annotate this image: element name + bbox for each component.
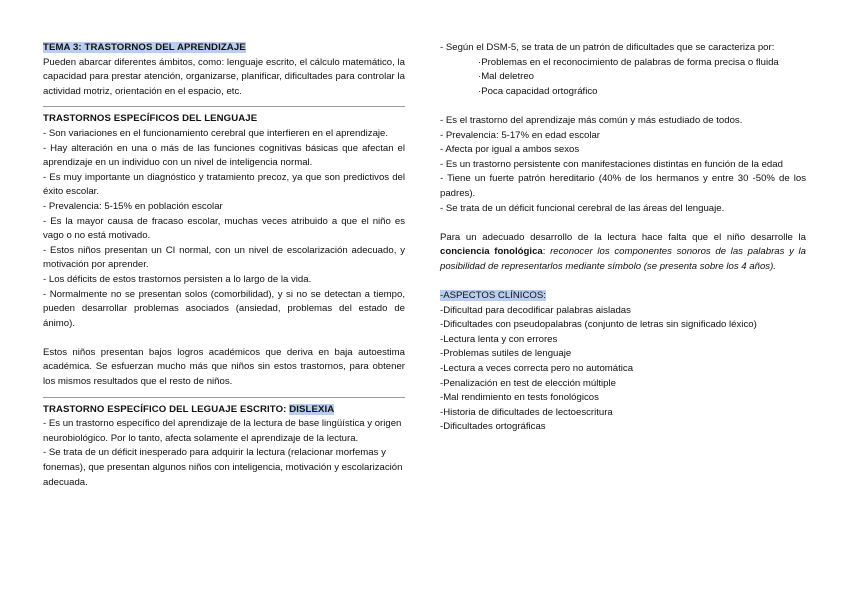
list-item: -Dificultades ortográficas — [440, 421, 546, 433]
list-item: - Es el trastorno del aprendizaje más común y más estudiado de todos. — [440, 114, 743, 126]
spacer — [440, 216, 806, 231]
sub-item: ·Mal deletreo — [478, 71, 534, 83]
list-item: - Normalmente no se presentan solos (comorbilidad), y si no se detectan a tiempo, pueden desarrollar problemas asociados (ansiedad, problemas del estado de ánimo). — [43, 288, 405, 329]
highlight: TEMA 3: TRASTORNOS DEL APRENDIZAJE — [43, 42, 246, 53]
list-item: -Mal rendimiento en tests fonológicos — [440, 392, 599, 404]
tema3-intro: Pueden abarcar diferentes ámbitos, como: lenguaje escrito, el cálculo matemático, la capacidad para prestar atención, organizarse, planificar, dificultades para controlar la actividad motriz, orientación en el espacio, etc. — [43, 56, 405, 97]
divider — [43, 106, 405, 107]
list-item: - Se trata de un déficit funcional cerebral de las áreas del lenguaje. — [440, 202, 725, 214]
right-column — [440, 41, 806, 435]
list-item: - Prevalencia: 5-15% en población escolar — [43, 200, 223, 212]
spacer — [440, 275, 806, 290]
reading-colon: : — [542, 246, 551, 258]
list-item: - Es un trastorno específico del aprendizaje de la lectura de base lingüística y origen neurobiológico. Por lo tanto, afecta solamente el aprendizaje de la lectura. — [43, 418, 402, 444]
list-item: -Historia de dificultades de lectoescritura — [440, 406, 613, 418]
clinical-heading — [440, 289, 806, 304]
list-item: -Problemas sutiles de lenguaje — [440, 348, 572, 360]
sub-item: ·Problemas en el reconocimiento de palabras de forma precisa o fluida — [478, 56, 779, 68]
reading-text: Para un adecuado desarrollo de la lectura hace falta que el niño desarrolle la — [440, 231, 806, 243]
list-item: - Es la mayor causa de fracaso escolar, muchas veces atribuido a que el niño es vago o no está motivado. — [43, 215, 405, 242]
highlight: -ASPECTOS CLÍNICOS: — [440, 290, 546, 302]
heading-prefix: TRASTORNO ESPECÍFICO DEL LEGUAJE ESCRITO: — [43, 403, 290, 415]
list-item: - Prevalencia: 5-17% en edad escolar — [440, 129, 600, 141]
section-heading-tel: TRASTORNOS ESPECÍFICOS DEL LENGUAJE — [43, 113, 258, 125]
left-column — [43, 41, 405, 490]
list-item: - Tiene un fuerte patrón hereditario (40% de los hermanos y entre 30 -50% de los padres). — [440, 173, 806, 199]
list-item: - Estos niños presentan un CI normal, con un nivel de escolarización adecuado, y motivación por aprender. — [43, 244, 405, 271]
list-item: -Lectura lenta y con errores — [440, 333, 558, 345]
list-item: - Es un trastorno persistente con manifestaciones distintas en función de la edad — [440, 158, 783, 170]
key-term: conciencia fonológica — [440, 246, 543, 258]
spacer — [440, 99, 806, 114]
highlight: DISLEXIA — [289, 403, 335, 415]
list-item: - Los déficits de estos trastornos persisten a lo largo de la vida. — [43, 273, 312, 285]
list-item: - Afecta por igual a ambos sexos — [440, 144, 580, 156]
reading-paragraph — [440, 231, 806, 275]
list-item: - Son variaciones en el funcionamiento cerebral que interfieren en el aprendizaje. — [43, 127, 389, 139]
spacer — [43, 331, 405, 346]
section-heading-dislexia — [43, 403, 405, 418]
list-item: -Penalización en test de elección múltiple — [440, 377, 616, 389]
list-item: - Es muy importante un diagnóstico y tratamiento precoz, ya que son predictivos del éxito escolar. — [43, 171, 405, 198]
tel-closing-paragraph: Estos niños presentan bajos logros académicos que deriva en baja autoestima académica. Se esfuerzan mucho más que niños sin estos trastornos, para obtener los mismos resultados que el resto de niños. — [43, 346, 405, 388]
list-item: -Lectura a veces correcta pero no automática — [440, 363, 634, 375]
definition: reconocer los componentes sonoros de las palabras y la posibilidad de representarlos mediante símbolo (se presenta sobre los 4 años). — [440, 246, 806, 272]
section-heading-tema3 — [43, 41, 405, 56]
dsm-intro: - Según el DSM-5, se trata de un patrón de dificultades que se caracteriza por: — [440, 42, 775, 53]
list-item: - Se trata de un déficit inesperado para adquirir la lectura (relacionar morfemas y fonemas), que presentan algunos niños con inteligencia, motivación y escolarización adecuada. — [43, 447, 403, 488]
sub-item: ·Poca capacidad ortográfico — [478, 85, 598, 97]
list-item: - Hay alteración en una o más de las funciones cognitivas básicas que afectan el aprendizaje en un individuo con un nivel de inteligencia normal. — [43, 142, 405, 169]
divider — [43, 397, 405, 398]
list-item: -Dificultades con pseudopalabras (conjunto de letras sin significado léxico) — [440, 319, 757, 331]
list-item: -Dificultad para decodificar palabras aisladas — [440, 304, 631, 316]
